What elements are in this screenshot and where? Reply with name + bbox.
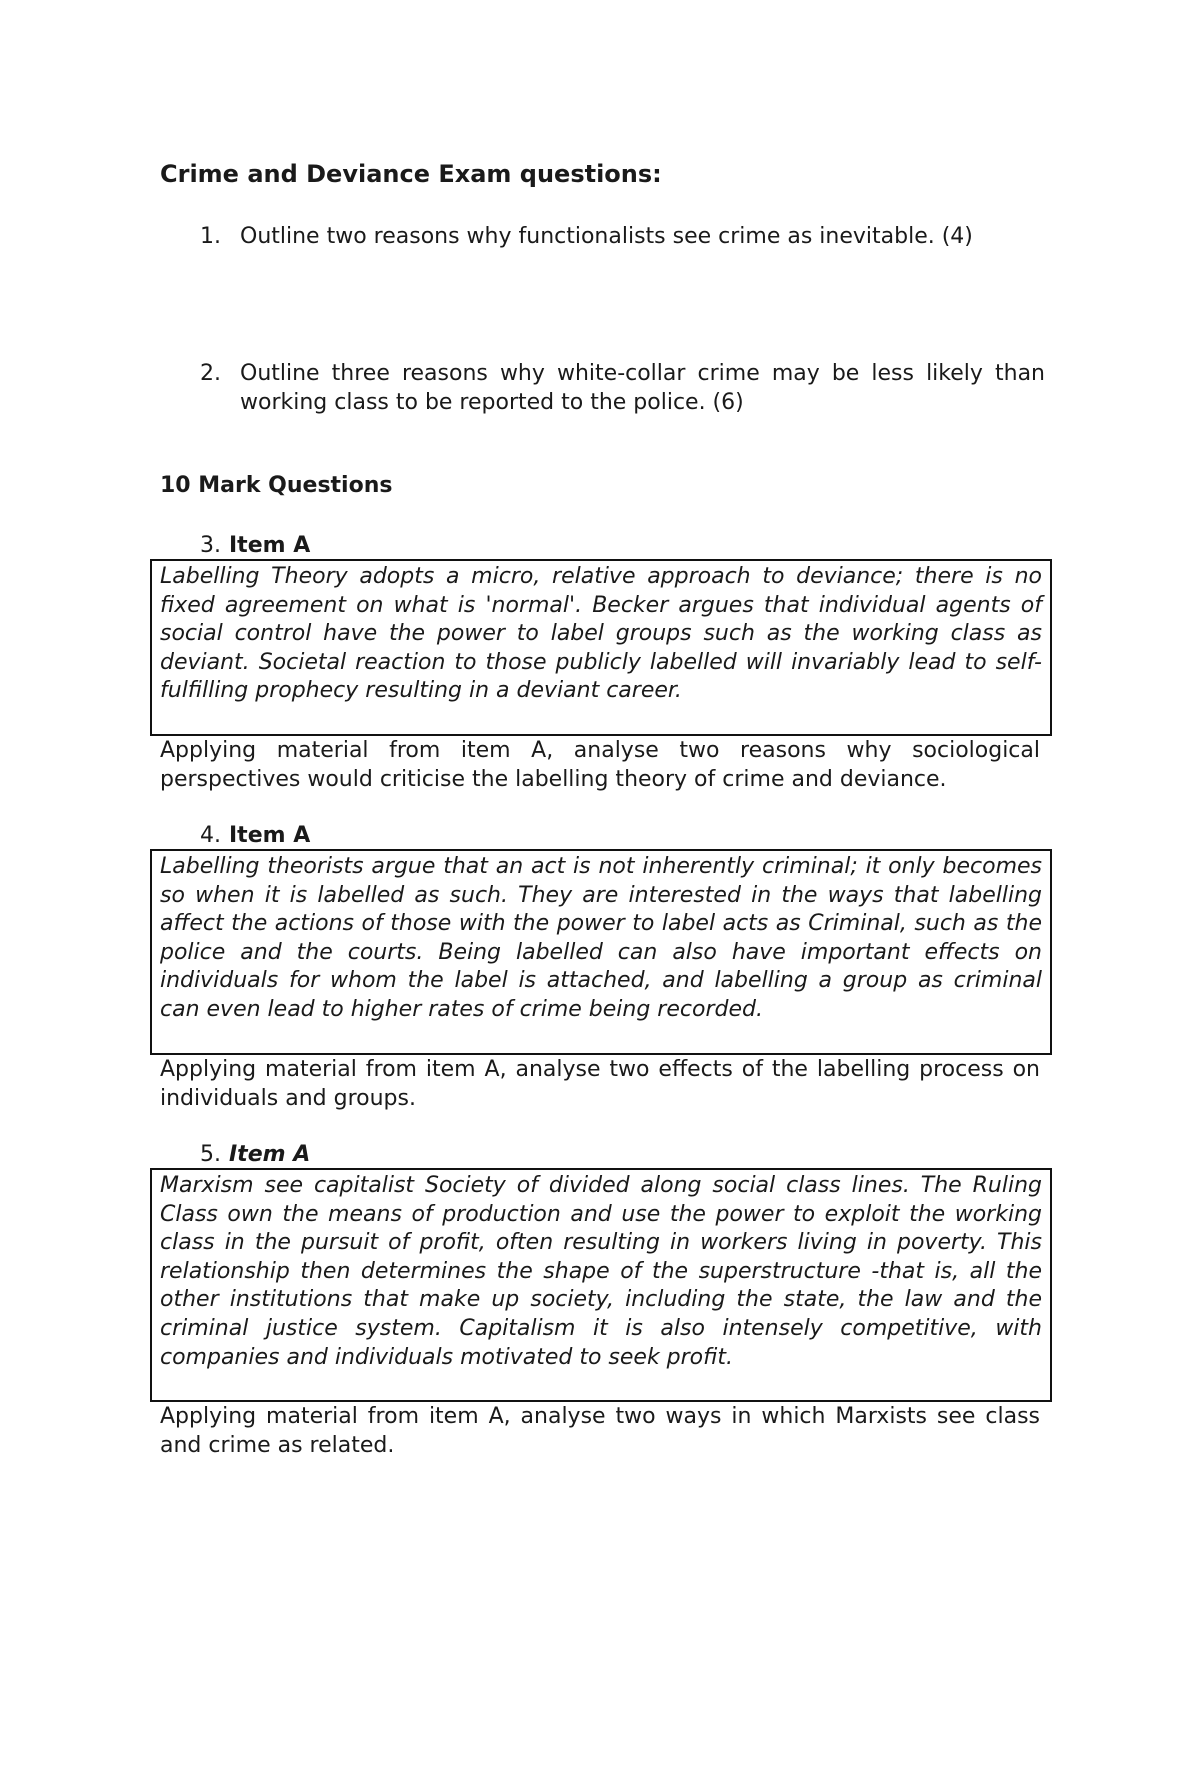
item-passage-box: Marxism see capitalist Society of divided along social class lines. The Ruling Class own the means of production and use the power to exploit the working class in the pursuit of profit, often resulting in workers living in poverty. This relationship then determines the shape of the superstructure -that is, all the other institutions that make up society, including the state, the law and the criminal justice system. Capitalism it is also intensely competitive, with companies and individuals motivated to seek profit. <box>150 1168 1052 1402</box>
item-passage-box: Labelling theorists argue that an act is not inherently criminal; it only becomes so when it is labelled as such. They are interested in the ways that labelling affect the actions of those with the power to label acts as Criminal, such as the police and the courts. Being labelled can also have important effects on individuals for whom the label is attached, and labelling a group as criminal can even lead to higher rates of crime being recorded. <box>150 849 1052 1055</box>
question-1 <box>160 222 1045 251</box>
question-number: 1. <box>200 224 221 249</box>
item-label <box>200 531 310 560</box>
document-title: Crime and Deviance Exam questions: <box>160 160 662 188</box>
item-title: Item A <box>229 1142 311 1167</box>
item-label <box>200 821 310 850</box>
item-passage-box: Labelling Theory adopts a micro, relative approach to deviance; there is no fixed agreement on what is 'normal'. Becker argues that individual agents of social control have the power to label groups such as the working class as deviant. Societal reaction to those publicly labelled will invariably lead to self-fulfilling prophecy resulting in a deviant career. <box>150 559 1052 736</box>
item-number: 3. <box>200 533 221 558</box>
item-number: 5. <box>200 1142 221 1167</box>
question-2 <box>160 359 1045 417</box>
item-task: Applying material from item A, analyse two ways in which Marxists see class and crime as related. <box>160 1404 1040 1458</box>
item-number: 4. <box>200 823 221 848</box>
item-title: Item A <box>229 823 311 848</box>
question-number: 2. <box>200 361 221 386</box>
item-task: Applying material from item A, analyse two reasons why sociological perspectives would criticise the labelling theory of crime and deviance. <box>160 738 1040 792</box>
question-text: Outline three reasons why white-collar crime may be less likely than working class to be reported to the police. (6) <box>240 361 1045 415</box>
item-title: Item A <box>229 533 311 558</box>
section-heading: 10 Mark Questions <box>160 473 393 498</box>
item-label <box>200 1140 310 1169</box>
item-task: Applying material from item A, analyse two effects of the labelling process on individuals and groups. <box>160 1057 1040 1111</box>
question-text: Outline two reasons why functionalists see crime as inevitable. (4) <box>240 224 973 249</box>
